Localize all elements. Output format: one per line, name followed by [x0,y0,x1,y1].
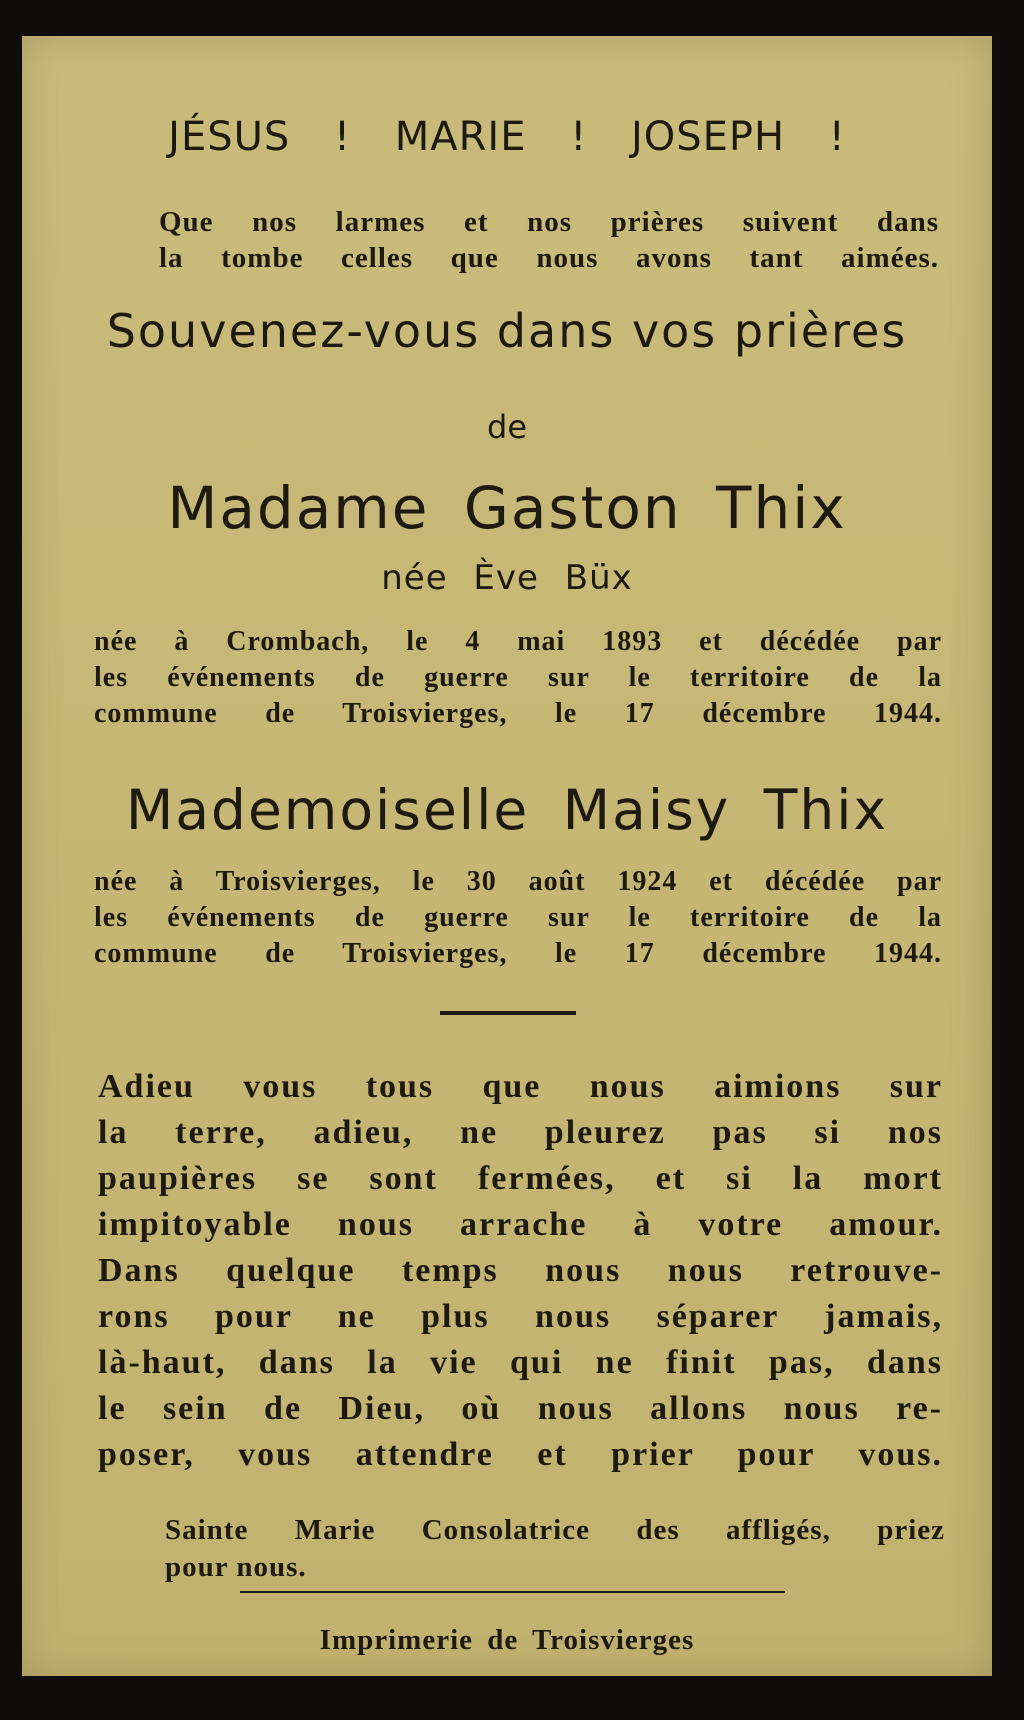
prayer-line: la terre, adieu, ne pleurez pas si nos [98,1114,943,1151]
first-bio-line: les événements de guerre sur le territoire de la [94,662,942,693]
de-connector: de [487,408,527,446]
prayer-line: poser, vous attendre et prier pour vous. [98,1436,943,1473]
deceased-name-second: Mademoiselle Maisy Thix [125,778,889,842]
memorial-card-paper [22,36,992,1676]
first-bio-line: née à Crombach, le 4 mai 1893 et décédée par [94,626,942,657]
second-bio-line: née à Troisvierges, le 30 août 1924 et décédée par [94,866,942,897]
holy-family-invocation: JÉSUS ! MARIE ! JOSEPH ! [168,114,846,160]
first-bio-line: commune de Troisvierges, le 17 décembre 1944. [94,698,942,729]
maiden-name: née Ève Büx [381,558,633,598]
epigraph-line: Que nos larmes et nos prières suivent dans [159,206,939,238]
deceased-name-first: Madame Gaston Thix [167,474,847,542]
prayer-line: Adieu vous tous que nous aimions sur [98,1068,943,1105]
section-divider [440,1011,576,1015]
second-bio-line: les événements de guerre sur le territoire de la [94,902,942,933]
prayer-line: Dans quelque temps nous nous retrouve- [98,1252,943,1289]
prayer-line: impitoyable nous arrache à votre amour. [98,1206,943,1243]
prayer-line: là-haut, dans la vie qui ne finit pas, dans [98,1344,943,1381]
prayer-line: rons pour ne plus nous séparer jamais, [98,1298,943,1335]
printer-credit: Imprimerie de Troisvierges [319,1624,695,1656]
marian-invocation-line: pour nous. [165,1551,307,1583]
epigraph-line: la tombe celles que nous avons tant aimées. [159,242,939,274]
footer-divider [240,1591,785,1593]
remember-heading: Souvenez-vous dans vos prières [106,304,908,358]
prayer-line: le sein de Dieu, où nous allons nous re- [98,1390,943,1427]
marian-invocation-line: Sainte Marie Consolatrice des affligés, priez [165,1514,945,1546]
second-bio-line: commune de Troisvierges, le 17 décembre 1944. [94,938,942,969]
prayer-line: paupières se sont fermées, et si la mort [98,1160,943,1197]
